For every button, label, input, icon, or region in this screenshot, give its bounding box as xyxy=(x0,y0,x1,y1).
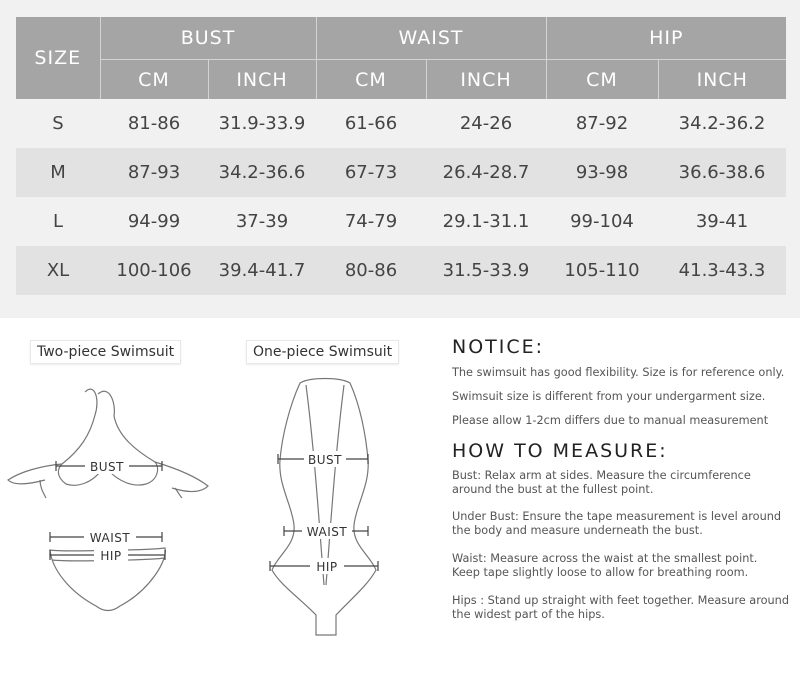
table-cell: 74-79 xyxy=(316,197,426,246)
table-cell: 41.3-43.3 xyxy=(658,246,786,295)
table-cell: 36.6-38.6 xyxy=(658,148,786,197)
size-table xyxy=(16,17,786,295)
size-cell: M xyxy=(16,148,100,197)
under-bust-instruction: the body and measure underneath the bust. xyxy=(452,524,703,537)
how-to-measure-title: HOW TO MEASURE: xyxy=(452,440,668,462)
one-piece-bust-label: BUST xyxy=(308,453,342,467)
unit-header: CM xyxy=(546,60,658,100)
notice-line: The swimsuit has good flexibility. Size is for reference only. xyxy=(452,366,785,379)
table-cell: 80-86 xyxy=(316,246,426,295)
unit-header: CM xyxy=(316,60,426,100)
waist-group-header: WAIST xyxy=(316,17,546,60)
table-row xyxy=(16,197,786,246)
two-piece-bust-label: BUST xyxy=(90,460,124,474)
one-piece-waist-label: WAIST xyxy=(306,525,348,539)
table-cell: 39-41 xyxy=(658,197,786,246)
table-cell: 100-106 xyxy=(100,246,208,295)
table-cell: 99-104 xyxy=(546,197,658,246)
table-cell: 26.4-28.7 xyxy=(426,148,546,197)
size-cell: L xyxy=(16,197,100,246)
table-cell: 87-92 xyxy=(546,99,658,148)
size-header: SIZE xyxy=(16,17,100,99)
one-piece-swimsuit-diagram xyxy=(260,375,390,640)
table-cell: 31.9-33.9 xyxy=(208,99,316,148)
bust-instruction: around the bust at the fullest point. xyxy=(452,483,654,496)
waist-instruction: Keep tape slightly loose to allow for breathing room. xyxy=(452,566,749,579)
one-piece-hip-label: HIP xyxy=(316,560,338,574)
bust-group-header: BUST xyxy=(100,17,316,60)
size-cell: S xyxy=(16,99,100,148)
table-row xyxy=(16,246,786,295)
table-cell: 61-66 xyxy=(316,99,426,148)
table-cell: 67-73 xyxy=(316,148,426,197)
table-cell: 34.2-36.2 xyxy=(658,99,786,148)
unit-header: INCH xyxy=(208,60,316,100)
unit-header: INCH xyxy=(658,60,786,100)
table-cell: 37-39 xyxy=(208,197,316,246)
unit-header: INCH xyxy=(426,60,546,100)
unit-header: CM xyxy=(100,60,208,100)
one-piece-swimsuit-illustration xyxy=(272,379,376,636)
table-cell: 81-86 xyxy=(100,99,208,148)
waist-instruction: Waist: Measure across the waist at the smallest point. xyxy=(452,552,758,565)
table-cell: 34.2-36.6 xyxy=(208,148,316,197)
notice-line: Please allow 1-2cm differs due to manual measurement xyxy=(452,414,769,427)
bust-instruction: Bust: Relax arm at sides. Measure the circumference xyxy=(452,469,751,482)
hip-group-header: HIP xyxy=(546,17,786,60)
table-cell: 31.5-33.9 xyxy=(426,246,546,295)
two-piece-waist-label: WAIST xyxy=(89,531,131,545)
table-cell: 93-98 xyxy=(546,148,658,197)
under-bust-instruction: Under Bust: Ensure the tape measurement is level around xyxy=(452,510,782,523)
table-row xyxy=(16,148,786,197)
bikini-top-illustration xyxy=(8,389,208,498)
table-cell: 24-26 xyxy=(426,99,546,148)
two-piece-hip-label: HIP xyxy=(100,549,122,563)
hips-instruction: the widest part of the hips. xyxy=(452,608,605,621)
notice-title: NOTICE: xyxy=(452,336,545,358)
hips-instruction: Hips : Stand up straight with feet together. Measure around xyxy=(452,594,789,607)
table-cell: 87-93 xyxy=(100,148,208,197)
one-piece-title: One-piece Swimsuit xyxy=(246,340,399,364)
table-cell: 29.1-31.1 xyxy=(426,197,546,246)
table-cell: 94-99 xyxy=(100,197,208,246)
two-piece-title: Two-piece Swimsuit xyxy=(30,340,181,364)
two-piece-swimsuit-diagram xyxy=(0,380,220,620)
notice-line: Swimsuit size is different from your undergarment size. xyxy=(452,390,766,403)
table-row xyxy=(16,99,786,148)
size-cell: XL xyxy=(16,246,100,295)
table-cell: 39.4-41.7 xyxy=(208,246,316,295)
table-cell: 105-110 xyxy=(546,246,658,295)
size-chart xyxy=(0,0,800,318)
